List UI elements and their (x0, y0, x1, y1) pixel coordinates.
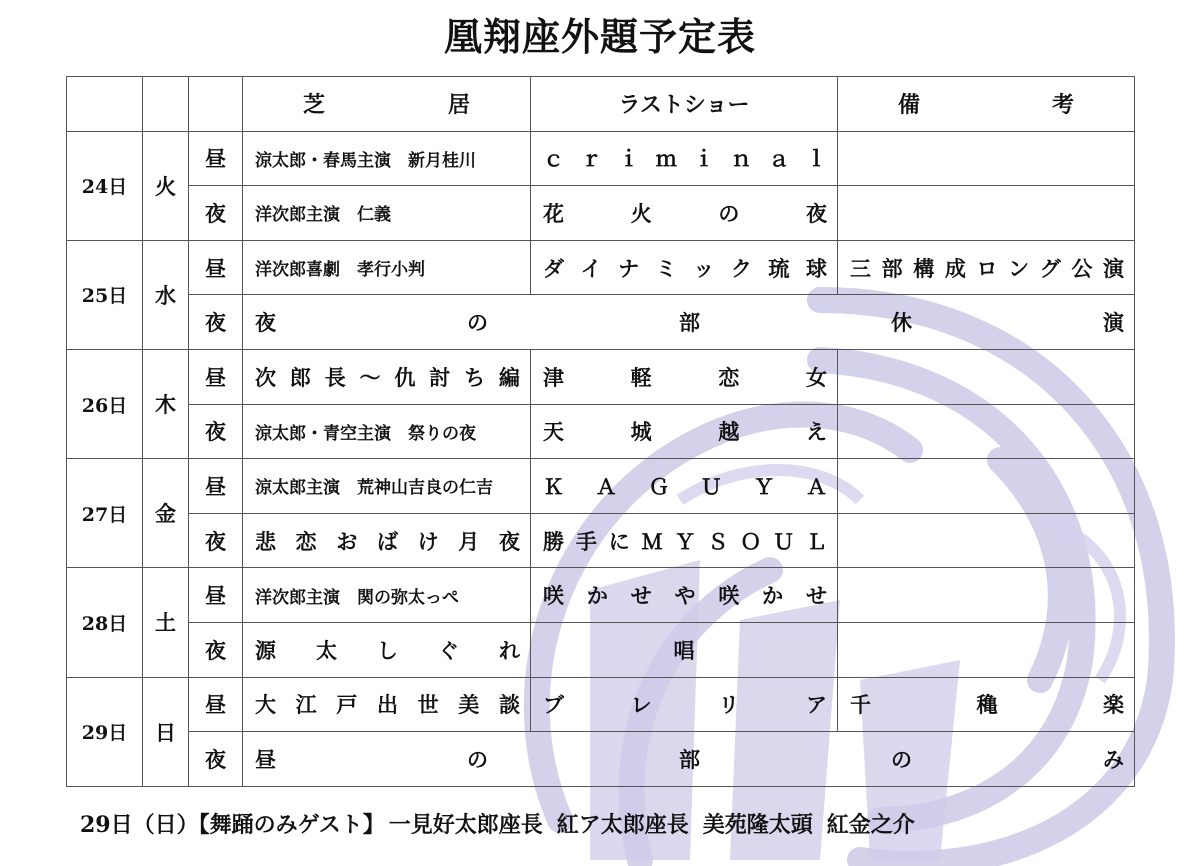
shibai-char: し (377, 637, 398, 663)
lastshow-char: Ｙ (674, 528, 696, 554)
date-cell: 24日 (67, 131, 143, 240)
table-row (67, 677, 1135, 732)
lastshow-char: や (674, 583, 696, 609)
biko-cell (838, 349, 1135, 404)
shibai-cell (243, 349, 531, 404)
page-title: 凰翔座外題予定表 (443, 14, 756, 59)
shibai-char: 討 (429, 364, 451, 390)
lastshow-char: 咲 (718, 583, 740, 609)
lastshow-char: ダ (543, 255, 564, 281)
biko-char: 演 (1103, 255, 1124, 281)
date-cell: 25日 (67, 240, 143, 349)
biko-char: 楽 (1103, 692, 1124, 718)
lastshow-char: ｃ (543, 146, 564, 172)
lastshow-cell (531, 131, 838, 186)
lastshow-char: 夜 (805, 200, 827, 226)
shibai-char: 編 (498, 364, 520, 390)
merged-note-char: の (467, 310, 488, 336)
lastshow-char: ッ (693, 255, 715, 281)
footer-guest: 紅金之介 (826, 812, 915, 838)
table-row (67, 186, 1135, 241)
lastshow-char: 勝 (543, 528, 564, 554)
lastshow-cell (531, 349, 838, 404)
shibai-char: 恋 (295, 528, 317, 554)
merged-note-char: み (1103, 746, 1124, 772)
weekday-cell: 金 (143, 459, 189, 568)
shibai-text: 洋次郎喜劇 孝行小判 (255, 260, 425, 281)
shibai-char: 夜 (498, 528, 520, 554)
shibai-text (243, 635, 530, 665)
lastshow-char: ｒ (580, 146, 602, 172)
shibai-char: 月 (458, 528, 480, 554)
date-cell: 26日 (67, 349, 143, 458)
lastshow-char: Ａ (595, 473, 617, 499)
shibai-cell (243, 131, 531, 186)
lastshow-char: Ｏ (740, 528, 762, 554)
lastshow-char: せ (630, 583, 652, 609)
slot-cell: 昼 (189, 459, 243, 514)
lastshow-char: Ｕ (773, 528, 795, 554)
biko-char: グ (1039, 255, 1061, 281)
lastshow-char: ｎ (730, 146, 752, 172)
merged-note-char: 休 (891, 310, 912, 336)
lastshow-char: Ｌ (806, 528, 827, 554)
shibai-cell (243, 622, 531, 677)
shibai-char: 長 (324, 364, 346, 390)
lastshow-char: 天 (543, 419, 564, 445)
weekday-cell: 日 (143, 677, 189, 786)
lastshow-char: 女 (805, 364, 827, 390)
lastshow-char: ｍ (655, 146, 677, 172)
lastshow-char: 火 (630, 200, 652, 226)
schedule-body (67, 131, 1135, 786)
merged-note-text (243, 744, 1134, 774)
footer-guest: 一見好太郎座長 (388, 812, 543, 838)
shibai-text: 涼太郎主演 荒神山吉良の仁吉 (255, 478, 493, 499)
merged-note-char: の (891, 746, 912, 772)
shibai-cell (243, 677, 531, 732)
shibai-char: け (417, 528, 439, 554)
footer-guest-note (80, 808, 929, 839)
header-biko (838, 77, 1135, 132)
shibai-char: 世 (417, 692, 439, 718)
shibai-char: 戸 (336, 692, 358, 718)
table-row (67, 459, 1135, 514)
biko-cell (838, 404, 1135, 459)
biko-cell (838, 131, 1135, 186)
table-row (67, 732, 1135, 787)
merged-note-char: 部 (679, 746, 700, 772)
lastshow-char: Ａ (805, 473, 827, 499)
lastshow-text (531, 526, 837, 556)
date-cell: 27日 (67, 459, 143, 568)
slot-cell: 昼 (189, 677, 243, 732)
lastshow-text (531, 580, 837, 610)
lastshow-text (531, 253, 837, 283)
table-row (67, 622, 1135, 677)
lastshow-char: リ (718, 692, 740, 718)
merged-note-char: 演 (1103, 310, 1124, 336)
lastshow-char: 恋 (718, 364, 740, 390)
header-row (67, 77, 1135, 132)
slot-cell: 夜 (189, 295, 243, 350)
header-slot-blank (189, 77, 243, 132)
shibai-char: 太 (316, 637, 337, 663)
lastshow-cell (531, 459, 838, 514)
shibai-char: 源 (255, 637, 276, 663)
lastshow-char: イ (580, 255, 602, 281)
shibai-text (243, 362, 530, 392)
shibai-char: お (336, 528, 358, 554)
weekday-cell: 土 (143, 568, 189, 677)
shibai-char: 悲 (255, 528, 276, 554)
lastshow-char: ア (805, 692, 827, 718)
lastshow-text (531, 362, 837, 392)
lastshow-char: レ (630, 692, 652, 718)
lastshow-char: 琉 (768, 255, 790, 281)
biko-text (838, 689, 1134, 719)
lastshow-char: 城 (630, 419, 652, 445)
shibai-char: れ (499, 637, 520, 663)
lastshow-text (531, 416, 837, 446)
biko-char: 穐 (976, 692, 998, 718)
date-cell: 28日 (67, 568, 143, 677)
lastshow-char: ｉ (618, 146, 640, 172)
biko-cell (838, 240, 1135, 295)
lastshow-char: え (805, 419, 827, 445)
shibai-text: 洋次郎主演 関の弥太っぺ (255, 587, 459, 608)
shibai-text: 洋次郎主演 仁義 (255, 205, 391, 226)
shibai-char: 出 (376, 692, 398, 718)
shibai-char: ぐ (438, 637, 459, 663)
lastshow-char: Ｙ (753, 473, 775, 499)
biko-cell (838, 513, 1135, 568)
footer-guest: 美苑隆太頭 (702, 812, 813, 838)
header-biko-char: 考 (1051, 92, 1074, 119)
biko-cell (838, 186, 1135, 241)
merged-note-cell (243, 732, 1135, 787)
shibai-cell (243, 513, 531, 568)
shibai-text (243, 526, 530, 556)
table-row (67, 513, 1135, 568)
lastshow-char: の (718, 200, 740, 226)
biko-char: 千 (850, 692, 871, 718)
slot-cell: 夜 (189, 513, 243, 568)
lastshow-char: せ (805, 583, 827, 609)
lastshow-char: か (586, 583, 608, 609)
biko-cell (838, 677, 1135, 732)
shibai-cell (243, 568, 531, 623)
merged-note-text (243, 307, 1134, 337)
lastshow-text (531, 198, 837, 228)
lastshow-cell (531, 513, 838, 568)
merged-note-char: 部 (679, 310, 700, 336)
shibai-cell (243, 186, 531, 241)
lastshow-char: ナ (618, 255, 640, 281)
header-lastshow (531, 77, 838, 132)
table-row (67, 568, 1135, 623)
header-shibai (243, 77, 531, 132)
weekday-cell: 木 (143, 349, 189, 458)
biko-char: 構 (913, 255, 935, 281)
shibai-char: 談 (498, 692, 520, 718)
shibai-char: 美 (458, 692, 480, 718)
slot-cell: 夜 (189, 186, 243, 241)
slot-cell: 夜 (189, 404, 243, 459)
lastshow-char: ｉ (693, 146, 715, 172)
header-lastshow-label: ラストショー (618, 92, 750, 119)
merged-note-char: の (467, 746, 488, 772)
footer-label: 【舞踊のみゲスト】 (198, 812, 385, 838)
lastshow-char: Ｓ (707, 528, 729, 554)
lastshow-char: Ｋ (543, 473, 564, 499)
footer-guest: 紅ア太郎座長 (556, 812, 689, 838)
merged-note-cell (243, 295, 1135, 350)
lastshow-char: ク (730, 255, 752, 281)
slot-cell: 昼 (189, 131, 243, 186)
lastshow-text (531, 143, 837, 173)
lastshow-char: 花 (543, 200, 564, 226)
shibai-char: ～ (359, 364, 381, 390)
biko-text (838, 253, 1134, 283)
schedule-table (66, 76, 1135, 787)
weekday-cell: 火 (143, 131, 189, 240)
slot-cell: 昼 (189, 240, 243, 295)
lastshow-text: 唱 (673, 637, 695, 663)
lastshow-char: Ｍ (641, 528, 663, 554)
lastshow-char: Ｕ (700, 473, 722, 499)
shibai-cell (243, 459, 531, 514)
table-row (67, 404, 1135, 459)
table-row (67, 349, 1135, 404)
header-shibai-char: 芝 (303, 92, 326, 119)
lastshow-text (531, 471, 837, 501)
weekday-cell: 水 (143, 240, 189, 349)
slot-cell: 夜 (189, 622, 243, 677)
table-row (67, 240, 1135, 295)
shibai-cell (243, 240, 531, 295)
shibai-char: 次 (255, 364, 276, 390)
header-dow-blank (143, 77, 189, 132)
lastshow-cell (531, 568, 838, 623)
shibai-cell (243, 404, 531, 459)
lastshow-char: 津 (543, 364, 564, 390)
lastshow-cell (531, 186, 838, 241)
lastshow-cell (531, 622, 838, 677)
shibai-text (243, 689, 530, 719)
slot-cell: 昼 (189, 349, 243, 404)
lastshow-char: ブ (543, 692, 564, 718)
header-shibai-char: 居 (447, 92, 470, 119)
shibai-char: 大 (255, 692, 276, 718)
biko-char: 公 (1071, 255, 1093, 281)
shibai-char: 仇 (394, 364, 416, 390)
lastshow-char: ミ (655, 255, 677, 281)
biko-char: ロ (976, 255, 998, 281)
lastshow-cell (531, 404, 838, 459)
lastshow-char: ｌ (805, 146, 827, 172)
header-biko-char: 備 (898, 92, 921, 119)
date-cell: 29日 (67, 677, 143, 786)
slot-cell: 夜 (189, 732, 243, 787)
lastshow-cell (531, 240, 838, 295)
shibai-char: ち (464, 364, 486, 390)
slot-cell: 昼 (189, 568, 243, 623)
lastshow-char: Ｇ (648, 473, 670, 499)
lastshow-char: 手 (575, 528, 597, 554)
lastshow-cell (531, 677, 838, 732)
shibai-text: 涼太郎・春馬主演 新月桂川 (255, 150, 476, 171)
table-row (67, 295, 1135, 350)
biko-cell (838, 622, 1135, 677)
footer-date: 29日（日） (80, 812, 199, 838)
shibai-char: 江 (295, 692, 317, 718)
merged-note-char: 夜 (255, 310, 276, 336)
lastshow-char: 咲 (543, 583, 564, 609)
lastshow-text (531, 689, 837, 719)
biko-char: ン (1008, 255, 1030, 281)
biko-cell (838, 459, 1135, 514)
lastshow-char: ａ (768, 146, 790, 172)
lastshow-char: 軽 (630, 364, 652, 390)
biko-char: 部 (881, 255, 903, 281)
shibai-text: 涼太郎・青空主演 祭りの夜 (255, 423, 476, 444)
header-date-blank (67, 77, 143, 132)
lastshow-char: 球 (805, 255, 827, 281)
lastshow-char: か (762, 583, 784, 609)
lastshow-char: 越 (718, 419, 740, 445)
shibai-char: ば (376, 528, 398, 554)
merged-note-char: 昼 (255, 746, 276, 772)
biko-char: 三 (850, 255, 871, 281)
table-row (67, 131, 1135, 186)
biko-cell (838, 568, 1135, 623)
biko-char: 成 (944, 255, 966, 281)
shibai-char: 郎 (289, 364, 311, 390)
lastshow-char: に (608, 528, 630, 554)
